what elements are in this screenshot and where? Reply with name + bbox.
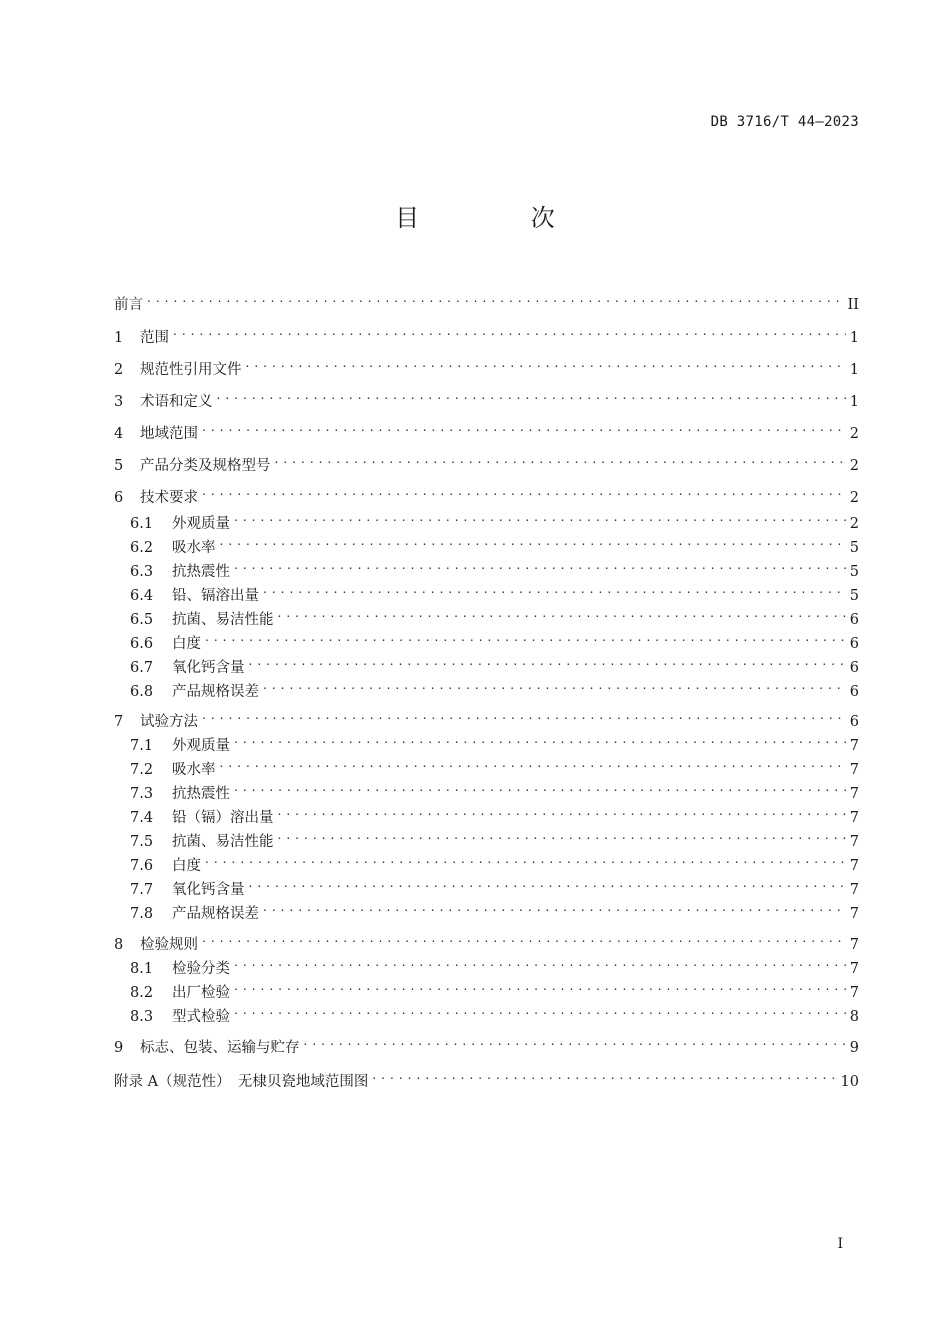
toc-entry-title: 检验规则 xyxy=(140,937,198,953)
toc-entry-page: 2 xyxy=(849,516,859,532)
toc-entry-number: 8 xyxy=(114,937,124,953)
toc-entry-title: 铅（镉）溶出量 xyxy=(172,810,274,826)
toc-dot-leader xyxy=(220,752,846,774)
toc-entry-title: 抗菌、易洁性能 xyxy=(172,612,274,628)
toc-dot-leader xyxy=(202,704,846,726)
toc-dot-leader xyxy=(263,674,846,696)
toc-title: 目 次 xyxy=(395,204,607,232)
toc-dot-leader xyxy=(234,951,846,973)
toc-entry-title: 产品规格误差 xyxy=(172,684,259,700)
toc-entry-title: 范围 xyxy=(140,330,169,346)
toc-entry-number: 8.1 xyxy=(130,961,154,977)
toc-entry-page: 2 xyxy=(849,458,859,474)
toc-entry[interactable] xyxy=(130,554,859,580)
toc-entry[interactable] xyxy=(130,674,859,700)
toc-entry-number: 8.3 xyxy=(130,1009,154,1025)
toc-entry-page: 5 xyxy=(849,540,859,556)
toc-entry-title: 地域范围 xyxy=(140,426,198,442)
toc-entry-number: 7 xyxy=(114,714,124,730)
toc-entry-page: 7 xyxy=(849,882,859,898)
toc-dot-leader xyxy=(234,554,846,576)
toc-entry-number: 7.1 xyxy=(130,738,154,754)
toc-entry[interactable] xyxy=(114,704,859,730)
toc-entry-page: 7 xyxy=(849,762,859,778)
toc-entry-title: 标志、包装、运输与贮存 xyxy=(140,1040,300,1056)
toc-entry-number: 4 xyxy=(114,426,124,442)
toc-entry-page: II xyxy=(847,297,859,313)
toc-dot-leader xyxy=(278,602,846,624)
toc-entry-page: 7 xyxy=(849,810,859,826)
toc-entry-title: 规范性引用文件 xyxy=(140,362,242,378)
toc-entry[interactable] xyxy=(130,650,859,676)
toc-dot-leader xyxy=(173,320,846,342)
toc-entry-title: 型式检验 xyxy=(172,1009,230,1025)
toc-entry-title: 前言 xyxy=(114,297,143,313)
toc-entry-title: 白度 xyxy=(172,858,201,874)
toc-entry-title: 附录 A（规范性） 无棣贝瓷地域范围图 xyxy=(114,1074,369,1090)
toc-entry-number: 6.8 xyxy=(130,684,154,700)
toc-entry-page: 6 xyxy=(849,684,859,700)
toc-entry-title: 出厂检验 xyxy=(172,985,230,1001)
toc-dot-leader xyxy=(278,824,846,846)
toc-entry[interactable] xyxy=(114,927,859,953)
toc-entry-page: 7 xyxy=(849,858,859,874)
toc-entry-page: 6 xyxy=(849,714,859,730)
toc-entry[interactable] xyxy=(114,1030,859,1056)
toc-dot-leader xyxy=(249,872,846,894)
toc-dot-leader xyxy=(234,999,846,1021)
toc-entry[interactable] xyxy=(114,480,859,506)
toc-entry-page: 5 xyxy=(849,564,859,580)
toc-entry-number: 9 xyxy=(114,1040,124,1056)
toc-entry-title: 吸水率 xyxy=(172,540,216,556)
toc-dot-leader xyxy=(205,626,846,648)
toc-dot-leader xyxy=(217,384,846,406)
toc-dot-leader xyxy=(202,927,846,949)
toc-entry[interactable] xyxy=(130,975,859,1001)
toc-entry-page: 1 xyxy=(849,362,859,378)
toc-entry[interactable] xyxy=(114,1064,859,1090)
toc-entry-number: 6 xyxy=(114,490,124,506)
toc-entry-title: 氧化钙含量 xyxy=(172,660,245,676)
toc-entry-page: 7 xyxy=(849,834,859,850)
toc-dot-leader xyxy=(234,776,846,798)
toc-entry[interactable] xyxy=(130,951,859,977)
toc-entry-title: 外观质量 xyxy=(172,738,230,754)
toc-entry[interactable] xyxy=(130,578,859,604)
toc-entry[interactable] xyxy=(130,999,859,1025)
toc-entry-number: 7.7 xyxy=(130,882,154,898)
toc-dot-leader xyxy=(304,1030,846,1052)
toc-entry-title: 检验分类 xyxy=(172,961,230,977)
toc-entry-title: 外观质量 xyxy=(172,516,230,532)
toc-entry[interactable] xyxy=(130,800,859,826)
toc-entry-title: 产品规格误差 xyxy=(172,906,259,922)
toc-dot-leader xyxy=(263,578,846,600)
toc-entry-number: 2 xyxy=(114,362,124,378)
toc-entry-number: 5 xyxy=(114,458,124,474)
toc-dot-leader xyxy=(372,1064,836,1086)
toc-entry[interactable] xyxy=(114,416,859,442)
toc-entry-number: 3 xyxy=(114,394,124,410)
toc-entry-page: 7 xyxy=(849,738,859,754)
toc-entry-title: 试验方法 xyxy=(140,714,198,730)
toc-entry[interactable] xyxy=(130,872,859,898)
page-number: I xyxy=(837,1236,843,1252)
toc-dot-leader xyxy=(249,650,846,672)
toc-entry-number: 7.6 xyxy=(130,858,154,874)
toc-dot-leader xyxy=(234,975,846,997)
toc-entry-page: 1 xyxy=(849,394,859,410)
toc-entry-number: 6.5 xyxy=(130,612,154,628)
toc-entry[interactable] xyxy=(114,384,859,410)
toc-entry[interactable] xyxy=(130,626,859,652)
toc-entry-title: 抗热震性 xyxy=(172,564,230,580)
toc-entry-page: 6 xyxy=(849,636,859,652)
toc-entry-page: 6 xyxy=(849,660,859,676)
toc-entry-page: 7 xyxy=(849,786,859,802)
toc-entry[interactable] xyxy=(114,287,859,313)
toc-entry-title: 吸水率 xyxy=(172,762,216,778)
toc-entry-number: 7.5 xyxy=(130,834,154,850)
toc-dot-leader xyxy=(147,287,844,309)
toc-entry[interactable] xyxy=(130,752,859,778)
toc-entry-page: 7 xyxy=(849,906,859,922)
toc-entry[interactable] xyxy=(130,530,859,556)
toc-entry-page: 10 xyxy=(840,1074,859,1090)
toc-entry-title: 氧化钙含量 xyxy=(172,882,245,898)
toc-entry-page: 7 xyxy=(849,961,859,977)
toc-entry-page: 8 xyxy=(849,1009,859,1025)
toc-entry[interactable] xyxy=(114,320,859,346)
document-code: DB 3716/T 44—2023 xyxy=(710,114,859,130)
toc-entry-title: 抗热震性 xyxy=(172,786,230,802)
toc-entry-number: 6.4 xyxy=(130,588,154,604)
toc-dot-leader xyxy=(263,896,846,918)
toc-dot-leader xyxy=(234,506,846,528)
toc-entry-title: 铅、镉溶出量 xyxy=(172,588,259,604)
toc-entry-title: 技术要求 xyxy=(140,490,198,506)
toc-entry-number: 8.2 xyxy=(130,985,154,1001)
toc-entry-number: 6.3 xyxy=(130,564,154,580)
toc-entry-title: 术语和定义 xyxy=(140,394,213,410)
toc-entry-title: 产品分类及规格型号 xyxy=(140,458,271,474)
toc-dot-leader xyxy=(246,352,846,374)
toc-entry-number: 7.2 xyxy=(130,762,154,778)
toc-entry[interactable] xyxy=(130,824,859,850)
toc-entry-page: 9 xyxy=(849,1040,859,1056)
toc-entry[interactable] xyxy=(114,448,859,474)
toc-entry[interactable] xyxy=(130,896,859,922)
toc-entry-number: 6.2 xyxy=(130,540,154,556)
toc-entry[interactable] xyxy=(130,506,859,532)
toc-entry-number: 7.4 xyxy=(130,810,154,826)
toc-entry-number: 7.3 xyxy=(130,786,154,802)
toc-entry[interactable] xyxy=(130,602,859,628)
toc-entry-page: 7 xyxy=(849,985,859,1001)
toc-entry-page: 7 xyxy=(849,937,859,953)
toc-entry-number: 6.1 xyxy=(130,516,154,532)
toc-entry[interactable] xyxy=(130,776,859,802)
toc-dot-leader xyxy=(278,800,846,822)
toc-entry-number: 6.7 xyxy=(130,660,154,676)
toc-dot-leader xyxy=(202,416,846,438)
toc-entry-number: 6.6 xyxy=(130,636,154,652)
toc-entry-title: 白度 xyxy=(172,636,201,652)
toc-dot-leader xyxy=(234,728,846,750)
toc-entry-page: 2 xyxy=(849,426,859,442)
toc-dot-leader xyxy=(205,848,846,870)
toc-entry-page: 6 xyxy=(849,612,859,628)
toc-dot-leader xyxy=(275,448,846,470)
toc-entry-page: 1 xyxy=(849,330,859,346)
toc-entry[interactable] xyxy=(130,728,859,754)
toc-dot-leader xyxy=(220,530,846,552)
toc-entry[interactable] xyxy=(114,352,859,378)
toc-entry-number: 1 xyxy=(114,330,124,346)
toc-entry-title: 抗菌、易洁性能 xyxy=(172,834,274,850)
toc-entry[interactable] xyxy=(130,848,859,874)
toc-dot-leader xyxy=(202,480,846,502)
toc-entry-number: 7.8 xyxy=(130,906,154,922)
toc-entry-page: 5 xyxy=(849,588,859,604)
toc-entry-page: 2 xyxy=(849,490,859,506)
